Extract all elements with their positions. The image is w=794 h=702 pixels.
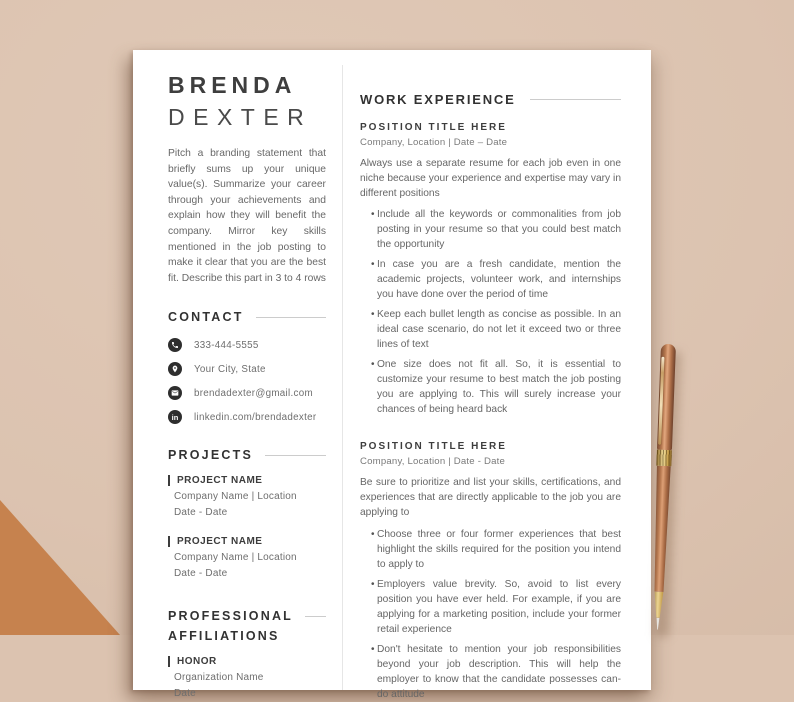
project-dates: Date - Date: [174, 568, 228, 580]
project-company: Company Name | Location: [174, 491, 297, 503]
name-last: DEXTER: [168, 104, 313, 130]
pen-point: [650, 618, 665, 631]
bullet-text: Choose three or four former experiences that best highlight the skills required for the position you intend to apply to: [377, 528, 621, 570]
resume-left-column: [168, 50, 326, 699]
bullet-item: [360, 257, 621, 302]
position-block-2: [360, 441, 621, 701]
position-bullet-list: [360, 527, 621, 702]
position-block-1: [360, 122, 621, 417]
bullet-text: Include all the keywords or commonalities from job posting in your resume so that you could best match the opportunity: [377, 209, 621, 251]
resume-page: [133, 50, 651, 700]
linkedin-url: linkedin.com/brendadexter: [194, 411, 317, 423]
email-address: brendadexter@gmail.com: [194, 387, 313, 399]
bullet-item: [360, 527, 621, 572]
position-meta: Company, Location | Date – Date: [360, 137, 508, 148]
project-name: PROJECT NAME: [168, 536, 326, 547]
resume-right-column: [360, 50, 621, 702]
position-meta: Company, Location | Date - Date: [360, 456, 506, 468]
project-entry: [168, 475, 326, 518]
project-entry: [168, 536, 326, 579]
position-summary: Always use a separate resume for each job even in one niche because your experience and expertise may vary in different positions: [360, 158, 621, 199]
bullet-text: Employers value brevity. So, avoid to list every position you have ever held. For example, if you are applying for a marketing position, include your former retail experience: [377, 578, 621, 635]
honor-title: HONOR: [168, 656, 326, 667]
position-title: POSITION TITLE HERE: [360, 441, 507, 453]
bullet-marker: •: [371, 359, 375, 371]
bullet-marker: •: [371, 578, 375, 590]
projects-section-heading: [168, 447, 326, 463]
bullet-marker: •: [371, 309, 375, 321]
bullet-text: In case you are a fresh candidate, mention the academic projects, volunteer work, and internships you have done over the period of time: [377, 259, 621, 301]
contact-row-phone: [168, 338, 326, 352]
heading-rule: [256, 317, 326, 318]
name-first: BRENDA: [168, 72, 297, 98]
bullet-text: One size does not fit all. So, it is essential to customize your resume to best match the job posting you are applying to. This will surely increase your chances of being heard back: [377, 359, 621, 416]
work-experience-heading: [360, 92, 621, 107]
contact-row-location: [168, 362, 326, 376]
pen-gold-tip-cone: [650, 592, 666, 619]
email-icon: [168, 386, 182, 400]
position-title: POSITION TITLE HERE: [360, 122, 507, 133]
contact-list: [168, 338, 326, 424]
bullet-item: [360, 357, 621, 417]
honor-organization: Organization Name: [174, 672, 264, 684]
projects-heading-label: PROJECTS: [168, 448, 253, 463]
honor-date: Date: [174, 688, 196, 700]
branding-statement: Pitch a branding statement that briefly sums up your unique value(s). Summarize your career through your achievements and explain how they will benefit the company. Mirror key skills mentioned in the job posting to make it clear that you are the best fit. Describe this part in 3 to 4 rows: [168, 148, 326, 284]
affiliations-section-heading: [168, 608, 326, 644]
bullet-text: Keep each bullet length as concise as possible. In an ideal case scenario, do not let it exceed two or three lines of text: [377, 309, 621, 351]
affiliations-heading-line1: PROFESSIONAL: [168, 609, 294, 624]
project-company: Company Name | Location: [174, 552, 297, 564]
location-icon: [168, 362, 182, 376]
contact-row-linkedin: [168, 410, 326, 424]
heading-rule: [530, 99, 621, 100]
bullet-marker: •: [371, 528, 375, 540]
phone-icon: [168, 338, 182, 352]
location-text: Your City, State: [194, 363, 266, 375]
bullet-item: [360, 577, 621, 637]
pen: [654, 344, 694, 644]
project-dates: Date - Date: [174, 507, 228, 519]
bullet-marker: •: [371, 643, 375, 655]
position-bullet-list: [360, 207, 621, 417]
pen-clip: [658, 357, 664, 445]
affiliations-heading-line2: AFFILIATIONS: [168, 629, 280, 644]
contact-section-heading: [168, 309, 326, 325]
project-name: PROJECT NAME: [168, 475, 326, 486]
bullet-marker: •: [371, 259, 375, 271]
phone-number: 333-444-5555: [194, 339, 259, 351]
bullet-marker: •: [371, 209, 375, 221]
heading-rule: [265, 455, 326, 456]
linkedin-icon: in: [168, 410, 182, 424]
heading-rule: [305, 616, 326, 617]
affiliation-entry: [168, 656, 326, 699]
contact-heading-label: CONTACT: [168, 310, 244, 325]
work-experience-label: WORK EXPERIENCE: [360, 92, 516, 107]
bullet-item: [360, 642, 621, 702]
candidate-name: [168, 72, 326, 131]
position-summary: Be sure to prioritize and list your skills, certifications, and experiences that are directly applicable to the job you are applying to: [360, 477, 621, 518]
pen-gold-band: [656, 450, 672, 467]
column-divider: [342, 65, 343, 690]
background-accent-triangle: [0, 500, 120, 635]
bullet-item: [360, 307, 621, 352]
contact-row-email: [168, 386, 326, 400]
bullet-item: [360, 207, 621, 252]
bullet-text: Don't hesitate to mention your job responsibilities beyond your job description. This will help the employer to know that the candidate possesses can-do attitude: [377, 643, 621, 700]
